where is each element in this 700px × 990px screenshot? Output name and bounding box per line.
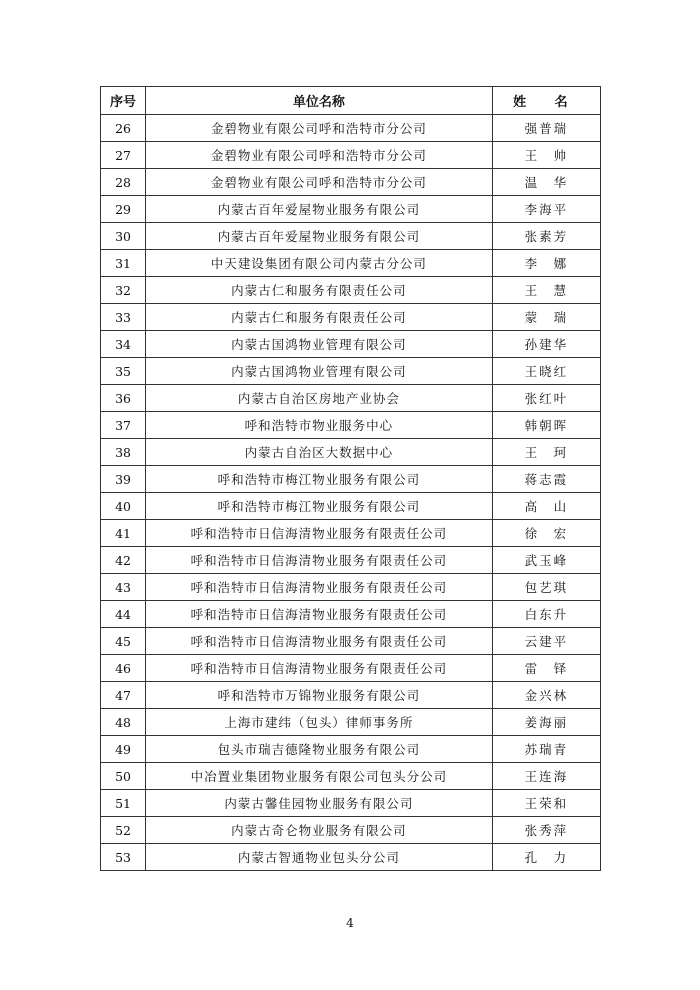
table-row [101, 466, 601, 493]
cell-unit-name: 呼和浩特市日信海清物业服务有限责任公司 [146, 574, 493, 601]
cell-serial-number: 42 [101, 547, 146, 574]
table-row [101, 439, 601, 466]
cell-person-name: 孙建华 [492, 331, 600, 358]
cell-person-name: 苏瑞青 [492, 736, 600, 763]
cell-unit-name: 中冶置业集团物业服务有限公司包头分公司 [146, 763, 493, 790]
cell-person-name: 王晓红 [492, 358, 600, 385]
cell-person-name: 李 娜 [492, 250, 600, 277]
cell-unit-name: 上海市建纬（包头）律师事务所 [146, 709, 493, 736]
cell-person-name: 包艺琪 [492, 574, 600, 601]
header-serial-number: 序号 [101, 87, 146, 115]
cell-person-name: 金兴林 [492, 682, 600, 709]
cell-serial-number: 41 [101, 520, 146, 547]
cell-serial-number: 28 [101, 169, 146, 196]
cell-serial-number: 30 [101, 223, 146, 250]
table-row [101, 682, 601, 709]
table-row [101, 115, 601, 142]
cell-unit-name: 呼和浩特市梅江物业服务有限公司 [146, 493, 493, 520]
cell-serial-number: 26 [101, 115, 146, 142]
cell-person-name: 孔 力 [492, 844, 600, 871]
cell-person-name: 王 帅 [492, 142, 600, 169]
cell-unit-name: 内蒙古百年爱屋物业服务有限公司 [146, 196, 493, 223]
cell-unit-name: 金碧物业有限公司呼和浩特市分公司 [146, 169, 493, 196]
cell-person-name: 云建平 [492, 628, 600, 655]
cell-serial-number: 34 [101, 331, 146, 358]
table-row [101, 763, 601, 790]
cell-serial-number: 48 [101, 709, 146, 736]
cell-person-name: 王荣和 [492, 790, 600, 817]
cell-person-name: 蒋志霞 [492, 466, 600, 493]
header-unit-name: 单位名称 [146, 87, 493, 115]
cell-person-name: 张素芳 [492, 223, 600, 250]
cell-unit-name: 呼和浩特市日信海清物业服务有限责任公司 [146, 628, 493, 655]
cell-unit-name: 包头市瑞吉德隆物业服务有限公司 [146, 736, 493, 763]
cell-serial-number: 29 [101, 196, 146, 223]
cell-unit-name: 呼和浩特市万锦物业服务有限公司 [146, 682, 493, 709]
cell-unit-name: 内蒙古自治区房地产业协会 [146, 385, 493, 412]
cell-serial-number: 45 [101, 628, 146, 655]
cell-unit-name: 金碧物业有限公司呼和浩特市分公司 [146, 142, 493, 169]
table-row [101, 493, 601, 520]
cell-serial-number: 36 [101, 385, 146, 412]
table-row [101, 385, 601, 412]
cell-serial-number: 51 [101, 790, 146, 817]
cell-serial-number: 52 [101, 817, 146, 844]
cell-unit-name: 内蒙古馨佳园物业服务有限公司 [146, 790, 493, 817]
cell-person-name: 张红叶 [492, 385, 600, 412]
page-number: 4 [346, 916, 354, 930]
cell-unit-name: 内蒙古智通物业包头分公司 [146, 844, 493, 871]
table-row [101, 601, 601, 628]
cell-serial-number: 27 [101, 142, 146, 169]
table-row [101, 817, 601, 844]
cell-person-name: 雷 铎 [492, 655, 600, 682]
cell-person-name: 温 华 [492, 169, 600, 196]
cell-unit-name: 内蒙古百年爱屋物业服务有限公司 [146, 223, 493, 250]
cell-person-name: 王 慧 [492, 277, 600, 304]
cell-unit-name: 呼和浩特市日信海清物业服务有限责任公司 [146, 655, 493, 682]
cell-person-name: 蒙 瑞 [492, 304, 600, 331]
cell-person-name: 白东升 [492, 601, 600, 628]
cell-serial-number: 50 [101, 763, 146, 790]
cell-serial-number: 40 [101, 493, 146, 520]
table-header-row [101, 87, 601, 115]
table-row [101, 223, 601, 250]
cell-unit-name: 内蒙古奇仑物业服务有限公司 [146, 817, 493, 844]
cell-unit-name: 呼和浩特市日信海清物业服务有限责任公司 [146, 601, 493, 628]
table-row [101, 196, 601, 223]
table-row [101, 844, 601, 871]
cell-serial-number: 43 [101, 574, 146, 601]
cell-serial-number: 44 [101, 601, 146, 628]
cell-serial-number: 32 [101, 277, 146, 304]
cell-unit-name: 内蒙古仁和服务有限责任公司 [146, 304, 493, 331]
cell-unit-name: 呼和浩特市梅江物业服务有限公司 [146, 466, 493, 493]
cell-serial-number: 49 [101, 736, 146, 763]
cell-serial-number: 46 [101, 655, 146, 682]
table-row [101, 358, 601, 385]
cell-person-name: 王 珂 [492, 439, 600, 466]
table-row [101, 331, 601, 358]
cell-serial-number: 37 [101, 412, 146, 439]
table-row [101, 790, 601, 817]
table-row [101, 736, 601, 763]
cell-serial-number: 31 [101, 250, 146, 277]
table-row [101, 709, 601, 736]
table-row [101, 412, 601, 439]
cell-unit-name: 内蒙古国鸿物业管理有限公司 [146, 358, 493, 385]
table-row [101, 142, 601, 169]
cell-unit-name: 呼和浩特市物业服务中心 [146, 412, 493, 439]
cell-serial-number: 53 [101, 844, 146, 871]
cell-unit-name: 内蒙古仁和服务有限责任公司 [146, 277, 493, 304]
table-row [101, 547, 601, 574]
cell-unit-name: 呼和浩特市日信海清物业服务有限责任公司 [146, 520, 493, 547]
table-row [101, 250, 601, 277]
cell-person-name: 强普瑞 [492, 115, 600, 142]
table-row [101, 304, 601, 331]
table-body [101, 115, 601, 871]
cell-person-name: 韩朝晖 [492, 412, 600, 439]
cell-person-name: 徐 宏 [492, 520, 600, 547]
cell-person-name: 张秀萍 [492, 817, 600, 844]
name-list-table [100, 86, 601, 871]
cell-serial-number: 35 [101, 358, 146, 385]
table-row [101, 277, 601, 304]
cell-person-name: 高 山 [492, 493, 600, 520]
cell-serial-number: 39 [101, 466, 146, 493]
table-row [101, 574, 601, 601]
cell-unit-name: 内蒙古国鸿物业管理有限公司 [146, 331, 493, 358]
cell-unit-name: 中天建设集团有限公司内蒙古分公司 [146, 250, 493, 277]
cell-person-name: 李海平 [492, 196, 600, 223]
cell-serial-number: 33 [101, 304, 146, 331]
cell-unit-name: 呼和浩特市日信海清物业服务有限责任公司 [146, 547, 493, 574]
cell-person-name: 王连海 [492, 763, 600, 790]
cell-unit-name: 金碧物业有限公司呼和浩特市分公司 [146, 115, 493, 142]
header-person-name: 姓 名 [492, 87, 600, 115]
cell-person-name: 姜海丽 [492, 709, 600, 736]
cell-person-name: 武玉峰 [492, 547, 600, 574]
cell-serial-number: 38 [101, 439, 146, 466]
table-row [101, 520, 601, 547]
table-row [101, 655, 601, 682]
cell-unit-name: 内蒙古自治区大数据中心 [146, 439, 493, 466]
cell-serial-number: 47 [101, 682, 146, 709]
table-row [101, 169, 601, 196]
table-row [101, 628, 601, 655]
